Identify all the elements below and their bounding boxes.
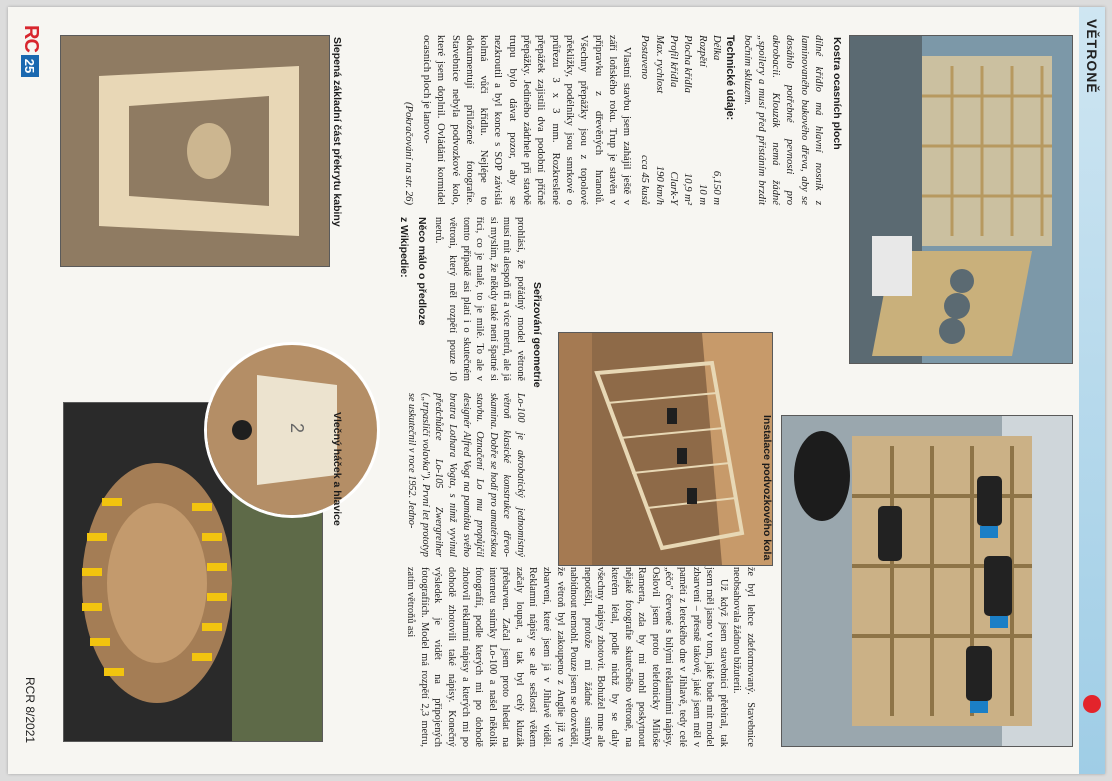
specs-table [637,35,737,205]
paragraph: Už když jsem stavebnici přebíral, tak jsem měl jasno v tom, jaké bude mít model zbarvení – přesně takové, jaké jsem měl v paměti z leteckého dne v Jihlavě, tedy celé „éčo" červené s bílými reklamními nápisy. Oslovil jsem proto telefonicky Miloše Ramerta, zda by mi mohl poskytnout nějaké fotografie skutečného větroně, na kterém létal, podle nichž by se daly všechny nápisy zhotovit. Bohužel mne ale nepotěšil, protože mi žádné snímky nabídnout nemohl. Pouze jsem se dozvěděl, že větroň byl zakoupeno z Anglie již ve zbarvení, které jsem já v Jihlavě viděl. Reklamní nápisy se ale sešlostí věkem začaly loupat, a tak byl celý kluzák přebarven. Začal jsem proto hledat na internetu snímky Lo-100 a našel několik fotografií, podle kterých mi po dohodě zhotovil reklamní nápisy a kterých mi po dohodě zhotovili také nápisy. Konečný výsledek je vidět na připojených fotografiích. Model má rozpětí 2,3 metru, zatím větroňů asi [405,567,729,747]
section-title: VĚTRONĚ [1084,19,1100,94]
fuselage-skeleton-photo [558,332,773,566]
paragraph: prohlásí, že pořádný model větroně musí mít alespoň tři a více metrů, ale já si myslím, že někdy také není špatné si říci, co je malé, to je milé. To ale v tomto případě asi platí i o skutečném větroni, který měl rozpětí pouze 10 metrů. [433,217,526,381]
spec-row: Profil křídla Clark-Y [668,35,680,205]
inset-digit: 2 [287,423,307,434]
wheel-detail-photo [204,342,380,518]
continued-note: (Pokračování na str. 26) [402,102,414,205]
paragraph: Vlastní stavbu jsem zahájil ještě v září loňského roku. Trup je stavěn v přípravku z dřevěných hranolů. Všechny přepážky jsou z topolové překližky, podélníky jsou smrkové o průřezu 3 x 3 mm. Rozkreslené přepážek zajistili dva podobní příčně přepážky. Jediného zádrhele při stavbě trupu bylo dávat pozor, aby se nezkroutil a byl konce s SOP závislá kolmá vůči křídlu. Nejlépe to dokumentují přiložené fotografie. Stavebnice nebyla podvozkové kolo, které jsem doplnil. Ovládání kormidel ocasních ploch je lanovo- [420,35,633,205]
text-column-3 [397,217,527,557]
text-column-2 [404,567,757,747]
heading-geometry: Seřizování geometrie [531,282,543,388]
heading-nose: Vlečný háček a hlavice [331,412,343,526]
magazine-page [8,7,1105,774]
specs-title: Technické údaje: [724,35,737,121]
spec-row: Max. rychlost 190 km/h [653,35,665,205]
paragraph: Lo-100 je akrobatický jednomístný větroň klasické konstrukce dřevo-skamina. Dobře se hodí pro amatérskou stavbu. Označení Lo mu propůjčil designér Alfred Vogt na památku svého bratra Lothara Vogta, s nímž vyvinul předchůdce Lo-105 Zwergreiher („trpasličí volavka"). První let prototyp se uskutečnil v roce 1952. Jedno- [406,393,526,557]
tail-frame-photo [849,35,1073,364]
page-number: 25 [21,55,39,77]
spec-row: Rozpětí 10 m [696,35,708,205]
heading-tail: Kostra ocasních ploch [831,37,843,150]
cabin-base-photo [60,35,330,267]
section-header-band [1079,7,1105,774]
paragraph: dílné křídlo má hlavní nosník z laminovaného bukového dřeva, aby se dosáhlo potřebné pevnosti pro akrobacii. Klouzák nemá žádné „spoilery a musí před přistáním brzdit bočním skluzem. [741,35,824,205]
heading-wheel: Instalace podvozkového kola [761,415,773,561]
spec-row: Postaveno cca 45 kusů [639,35,651,205]
issue-label: RCR 8/2021 [23,677,37,744]
text-column-1 [400,35,825,205]
spec-row: Plocha křídla 10,9 m² [682,35,694,205]
rc-logo: RC [20,25,42,52]
magazine-page-scan [8,7,1105,774]
heading-cabin: Slepená základní část překrytu kabiny [331,37,343,227]
red-dot-icon [1083,695,1101,713]
fuselage-clamps-photo [781,415,1073,747]
paragraph: že byl lehce zdeformovaný. Stavebnice neobsahovala žádnou bižuterii. [731,567,756,747]
spec-row: Délka 6,150 m [710,35,722,205]
wiki-heading: Něco málo o předloze [415,217,428,326]
wiki-source: z Wikipedie: [398,217,411,278]
